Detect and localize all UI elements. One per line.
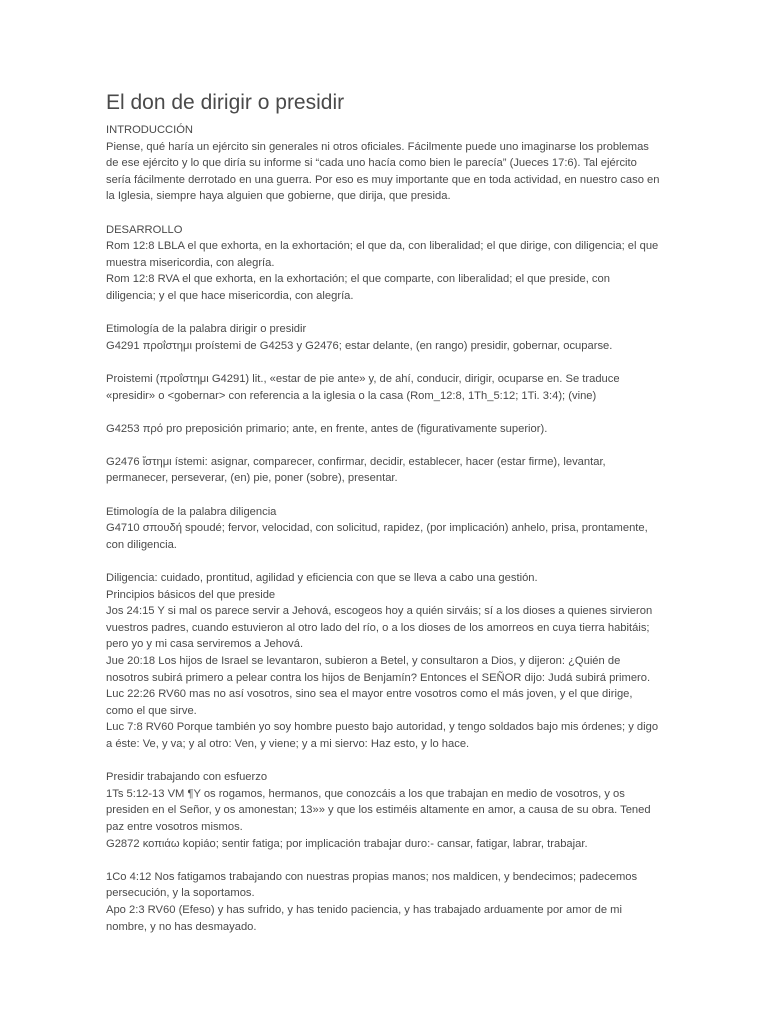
paragraph-gap: [106, 487, 662, 504]
proistemi-definition: Proistemi (προΐστημι G4291) lit., «estar de pie ante» y, de ahí, conducir, dirigir, ocuparse en. Se traduce «presidir» o <gobernar> con referencia a la iglesia o la casa (Rom_12:8, 1Th_5:12; 1Ti. 3:4); (vine): [106, 372, 620, 402]
strong-g4710: G4710 σπουδή spoudé; fervor, velocidad, con solicitud, rapidez, (por implicación) anhelo, prisa, prontamente, con diligencia.: [106, 522, 648, 551]
paragraph-gap: [106, 852, 662, 869]
desarrollo-heading: DESARROLLO: [106, 223, 183, 236]
intro-heading: INTRODUCCIÓN: [106, 124, 194, 136]
paragraph-gap: [106, 205, 662, 222]
paragraph-gap: [106, 354, 662, 371]
etymology-dirigir-heading: Etimología de la palabra dirigir o presidir: [106, 323, 307, 336]
paragraph-gap: [106, 437, 662, 454]
strong-g4253: G4253 πρό pro preposición primario; ante, en frente, antes de (figurativamente superior).: [106, 422, 548, 435]
verse-rom-rva: Rom 12:8 RVA el que exhorta, en la exhortación; el que comparte, con liberalidad; el que preside, con diligencia; y el que hace misericordia, con alegría.: [106, 273, 610, 302]
presidir-esfuerzo-heading: Presidir trabajando con esfuerzo: [106, 771, 268, 784]
verse-rom-lbla: Rom 12:8 LBLA el que exhorta, en la exhortación; el que da, con liberalidad; el que dirige, con diligencia; el que muestra misericordia, con alegría.: [106, 240, 659, 269]
paragraph-gap: [106, 305, 662, 322]
verse-1ts: 1Ts 5:12-13 VM ¶Y os rogamos, hermanos, que conozcáis a los que trabajan en medio de vosotros, y os presiden en el Señor, y os amonestan; 13»» y que los estiméis altamente en amor, a causa de su obra. Tened paz entre vosotros mismos.: [106, 787, 651, 833]
diligencia-definition: Diligencia: cuidado, prontitud, agilidad y eficiencia con que se lleva a cabo una gestión.: [106, 572, 538, 585]
verse-1co: 1Co 4:12 Nos fatigamos trabajando con nuestras propias manos; nos maldicen, y bendecimos; padecemos persecución, y la soportamos.: [106, 870, 638, 900]
strong-g4291: G4291 προΐστημι proístemi de G4253 y G2476; estar delante, (en rango) presidir, gobernar, ocuparse.: [106, 339, 613, 352]
principles-heading: Principios básicos del que preside: [106, 588, 276, 601]
document-title: El don de dirigir o presidir: [106, 91, 345, 114]
verse-luc-22: Luc 22:26 RV60 mas no así vosotros, sino sea el mayor entre vosotros como el más joven, y el que dirige, como el que sirve.: [106, 688, 633, 717]
paragraph-gap: [106, 753, 662, 770]
strong-g2872: G2872 κοπιάω kopiáo; sentir fatiga; por implicación trabajar duro:- cansar, fatigar, labrar, trabajar.: [106, 837, 588, 850]
etymology-diligencia-heading: Etimología de la palabra diligencia: [106, 505, 277, 518]
intro-paragraph: Piense, qué haría un ejército sin generales ni otros oficiales. Fácilmente puede uno imaginarse los problemas de ese ejército y lo que diría su informe si “cada uno hacía como bien le parecía” (Jueces 17:6). Tal ejército sería fácilmente derrotado en una guerra. Por eso es muy importante que en toda actividad, en nuestro caso en la Iglesia, siempre haya alguien que gobierne, que dirija, que presida.: [106, 140, 660, 203]
verse-luc-7: Luc 7:8 RV60 Porque también yo soy hombre puesto bajo autoridad, y tengo soldados bajo mis órdenes; y digo a éste: Ve, y va; y al otro: Ven, y viene; y a mi siervo: Haz esto, y lo hace.: [106, 721, 659, 750]
document-body: [106, 122, 662, 935]
document-page: [106, 90, 662, 935]
strong-g2476: G2476 ἵστημι ístemi: asignar, comparecer, confirmar, decidir, establecer, hacer (estar firme), levantar, permanecer, perseverar, (en) pie, poner (sobre), presentar.: [106, 455, 606, 485]
paragraph-gap: [106, 404, 662, 421]
verse-jos: Jos 24:15 Y si mal os parece servir a Jehová, escogeos hoy a quién sirváis; sí a los dioses a quienes sirvieron vuestros padres, cuando estuvieron al otro lado del río, o a los dioses de los amorreos en cuya tierra habitáis; pero yo y mi casa serviremos a Jehová.: [106, 605, 653, 651]
paragraph-gap: [106, 553, 662, 570]
verse-jue: Jue 20:18 Los hijos de Israel se levantaron, subieron a Betel, y consultaron a Dios, y dijeron: ¿Quién de nosotros subirá primero a pelear contra los hijos de Benjamín? Entonces el SEÑOR dijo: Judá subirá primero.: [106, 655, 651, 684]
verse-apo: Apo 2:3 RV60 (Efeso) y has sufrido, y has tenido paciencia, y has trabajado arduamente por amor de mi nombre, y no has desmayado.: [106, 903, 622, 933]
